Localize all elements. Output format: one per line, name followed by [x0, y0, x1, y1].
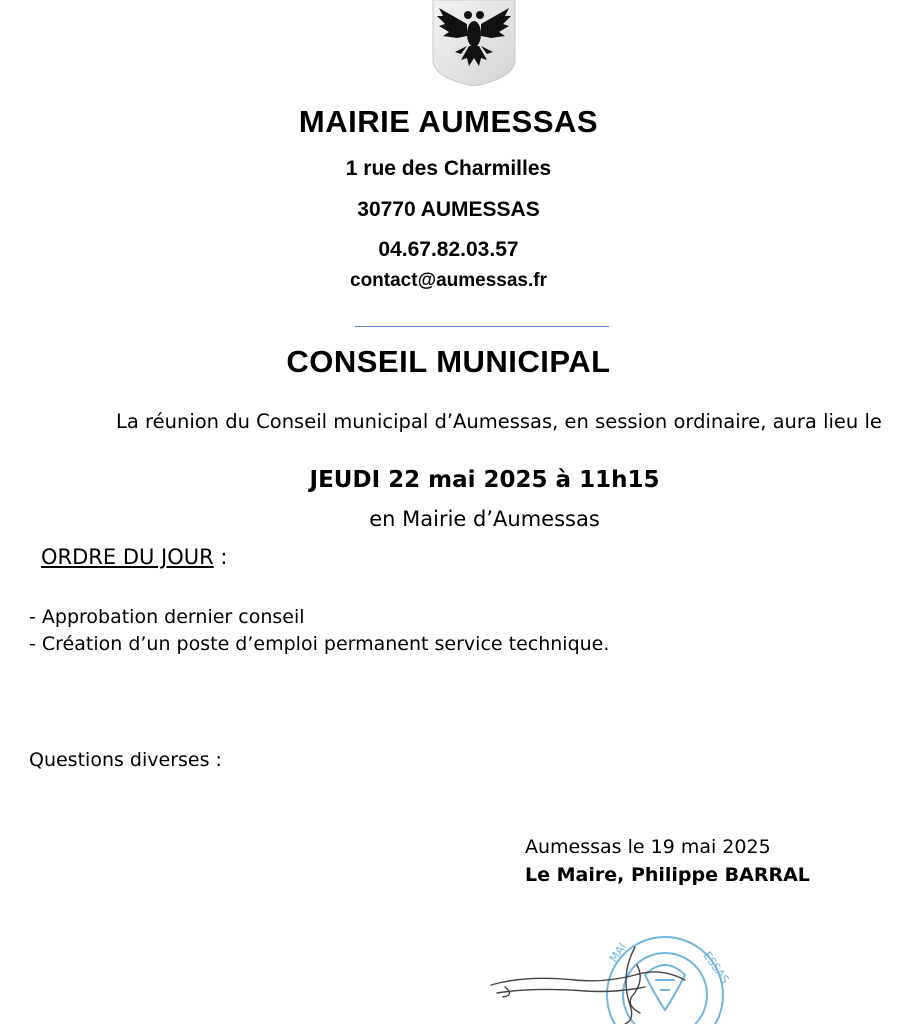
- agenda-label: ORDRE DU JOUR: [41, 545, 214, 569]
- agenda-item: - Création d’un poste d’emploi permanent service technique.: [29, 633, 610, 655]
- notice-title: CONSEIL MUNICIPAL: [286, 344, 611, 379]
- eagle-crest-icon: [431, 0, 517, 86]
- email-address: contact@aumessas.fr: [350, 270, 547, 291]
- svg-text:ESSAS: ESSAS: [700, 949, 732, 986]
- signature-stamp: [485, 935, 745, 1024]
- meeting-place: en Mairie d’Aumessas: [369, 507, 600, 531]
- agenda-item: - Approbation dernier conseil: [29, 606, 305, 628]
- handwritten-signature: [491, 947, 685, 1024]
- phone-number: 04.67.82.03.57: [378, 238, 519, 261]
- signatory-name: Le Maire, Philippe BARRAL: [525, 864, 810, 886]
- signature-place-date: Aumessas le 19 mai 2025: [525, 836, 771, 858]
- meeting-date: JEUDI 22 mai 2025 à 11h15: [309, 467, 660, 493]
- street-address: 1 rue des Charmilles: [345, 157, 552, 180]
- notice-intro: La réunion du Conseil municipal d’Aumessas, en session ordinaire, aura lieu le: [116, 410, 882, 433]
- org-name: MAIRIE AUMESSAS: [298, 104, 599, 139]
- agenda-heading: [41, 545, 228, 569]
- agenda-suffix: :: [213, 545, 228, 569]
- svg-text:MAI: MAI: [606, 940, 630, 965]
- postal-city: 30770 AUMESSAS: [357, 198, 540, 221]
- divider: [355, 326, 609, 327]
- misc-questions: Questions diverses :: [29, 749, 222, 771]
